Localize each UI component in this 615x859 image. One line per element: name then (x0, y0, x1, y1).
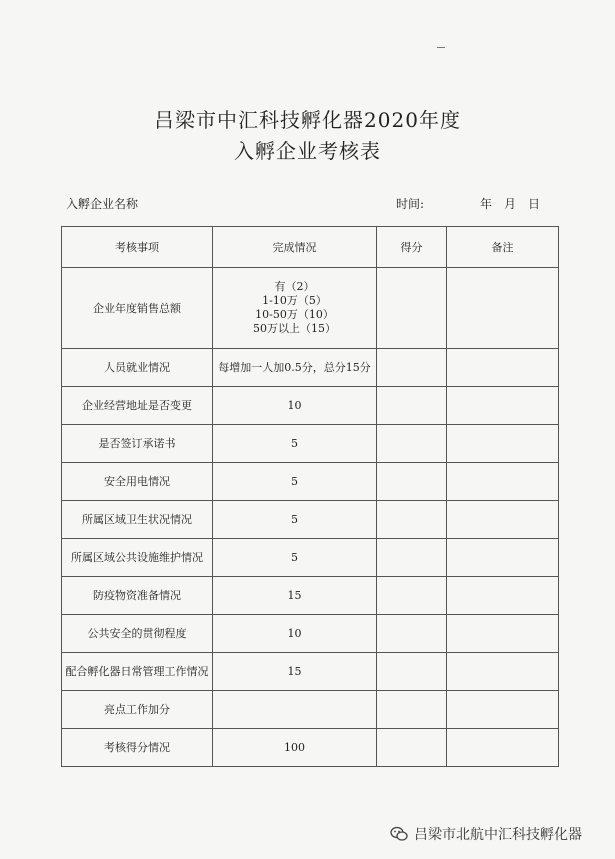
score-cell[interactable] (377, 268, 447, 349)
criteria-option: 10-50万（10） (255, 308, 334, 321)
assessment-table (61, 226, 559, 767)
assessment-item: 配合孵化器日常管理工作情况 (62, 653, 213, 691)
wechat-account-footer (390, 822, 582, 846)
header-completion: 完成情况 (213, 227, 377, 268)
completion-criteria (213, 268, 377, 349)
table-row (62, 501, 559, 539)
score-cell[interactable] (377, 691, 447, 729)
table-row (62, 425, 559, 463)
remarks-cell[interactable] (447, 615, 559, 653)
completion-criteria: 5 (213, 463, 377, 501)
score-cell[interactable] (377, 577, 447, 615)
remarks-cell[interactable] (447, 691, 559, 729)
table-row (62, 463, 559, 501)
completion-criteria (213, 691, 377, 729)
assessment-item: 公共安全的贯彻程度 (62, 615, 213, 653)
remarks-cell[interactable] (447, 653, 559, 691)
score-cell[interactable] (377, 387, 447, 425)
score-cell[interactable] (377, 653, 447, 691)
header-item: 考核事项 (62, 227, 213, 268)
corner-mark (437, 47, 445, 48)
table-row (62, 729, 559, 767)
table-row (62, 653, 559, 691)
score-cell[interactable] (377, 615, 447, 653)
remarks-cell[interactable] (447, 463, 559, 501)
assessment-item: 防疫物资准备情况 (62, 577, 213, 615)
score-cell[interactable] (377, 539, 447, 577)
table-row (62, 539, 559, 577)
header-score: 得分 (377, 227, 447, 268)
table-row (62, 387, 559, 425)
assessment-item: 所属区域卫生状况情况 (62, 501, 213, 539)
assessment-item: 人员就业情况 (62, 349, 213, 387)
remarks-cell[interactable] (447, 539, 559, 577)
criteria-option: 有（2） (274, 280, 315, 293)
completion-criteria: 5 (213, 501, 377, 539)
remarks-cell[interactable] (447, 729, 559, 767)
score-cell[interactable] (377, 501, 447, 539)
date-placeholder: 年 月 日 (480, 197, 541, 211)
score-cell[interactable] (377, 729, 447, 767)
assessment-item: 亮点工作加分 (62, 691, 213, 729)
assessment-item: 考核得分情况 (62, 729, 213, 767)
table-row (62, 577, 559, 615)
time-label: 时间: (396, 197, 425, 211)
remarks-cell[interactable] (447, 577, 559, 615)
assessment-item: 企业年度销售总额 (62, 268, 213, 349)
table-row (62, 691, 559, 729)
assessment-item: 所属区域公共设施维护情况 (62, 539, 213, 577)
criteria-option: 1-10万（5） (262, 294, 327, 307)
doc-title-line2: 入孵企业考核表 (234, 139, 381, 163)
assessment-item: 企业经营地址是否变更 (62, 387, 213, 425)
remarks-cell[interactable] (447, 425, 559, 463)
completion-criteria: 10 (213, 387, 377, 425)
completion-criteria: 15 (213, 577, 377, 615)
assessment-item: 安全用电情况 (62, 463, 213, 501)
assessment-item: 是否签订承诺书 (62, 425, 213, 463)
completion-criteria: 15 (213, 653, 377, 691)
remarks-cell[interactable] (447, 268, 559, 349)
completion-criteria: 10 (213, 615, 377, 653)
completion-criteria: 5 (213, 539, 377, 577)
wechat-account-name: 吕梁市北航中汇科技孵化器 (414, 827, 582, 843)
header-remarks: 备注 (447, 227, 559, 268)
completion-criteria: 5 (213, 425, 377, 463)
wechat-icon (390, 826, 408, 842)
table-row (62, 615, 559, 653)
table-header-row (62, 227, 559, 268)
remarks-cell[interactable] (447, 501, 559, 539)
score-cell[interactable] (377, 463, 447, 501)
score-cell[interactable] (377, 425, 447, 463)
remarks-cell[interactable] (447, 387, 559, 425)
company-name-label: 入孵企业名称 (66, 197, 139, 211)
score-cell[interactable] (377, 349, 447, 387)
completion-criteria: 100 (213, 729, 377, 767)
criteria-option: 50万以上（15） (253, 322, 336, 335)
remarks-cell[interactable] (447, 349, 559, 387)
table-row (62, 268, 559, 349)
doc-title-line1: 吕梁市中汇科技孵化器2020年度 (154, 108, 461, 132)
completion-criteria: 每增加一人加0.5分，总分15分 (213, 349, 377, 387)
table-row (62, 349, 559, 387)
